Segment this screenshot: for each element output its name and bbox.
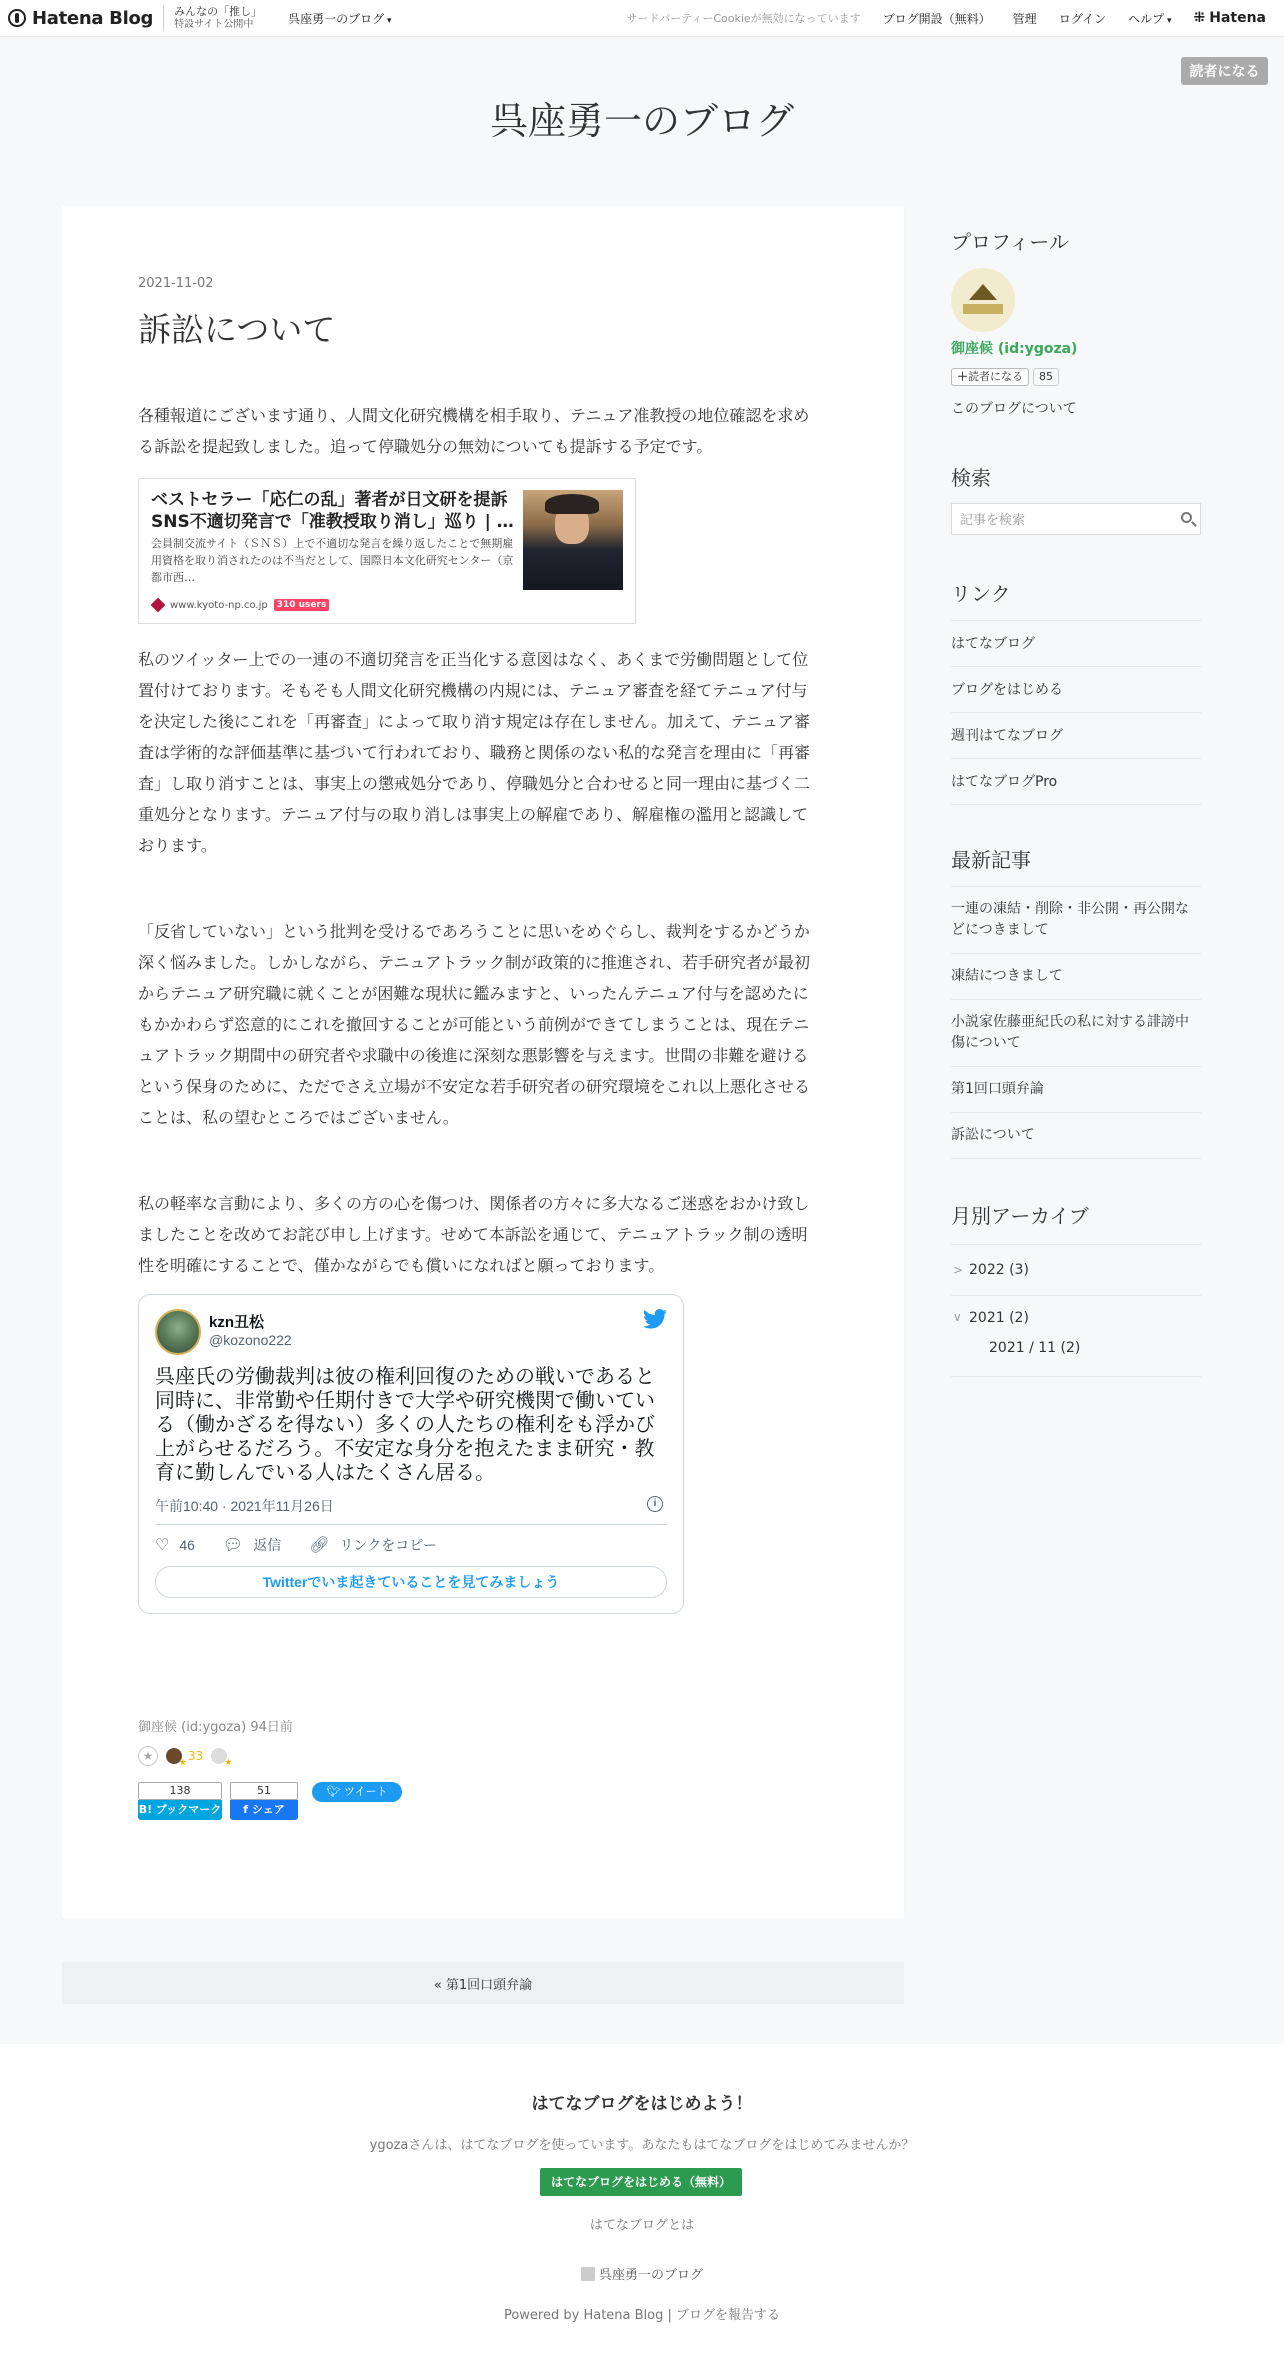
hatena-bookmark-count: 138 [138, 1782, 222, 1800]
link-item[interactable]: 週刊はてなブログ [951, 713, 1201, 759]
promo-line1: みんなの「推し」 [174, 5, 263, 18]
hatena-dots-icon: ⁜ [1193, 10, 1206, 26]
hatena-bookmark-button[interactable]: B! ブックマーク [138, 1800, 222, 1820]
card-title[interactable]: ベストセラー「応仁の乱」著者が日文研を提訴 SNS不適切発言で「准教授取り消し」巡り | … [151, 490, 514, 532]
like-action[interactable] [155, 1535, 195, 1555]
facebook-share-button[interactable]: f シェア [230, 1800, 298, 1820]
links-list [951, 620, 1201, 805]
recent-entry[interactable]: 一連の凍結・削除・非公開・再公開などにつきまして [951, 887, 1201, 954]
site-favicon-icon [151, 598, 166, 613]
promo-line2: 特設サイト公開中 [174, 19, 254, 30]
card-site-domain: www.kyoto-np.co.jp [170, 599, 268, 611]
cookie-notice[interactable]: サードパーティーCookieが無効になっています [626, 12, 861, 25]
about-hatena-blog-link[interactable]: はてなブログとは [589, 2218, 695, 2233]
links-heading: リンク [951, 582, 1011, 606]
about-blog-link[interactable]: このブログについて [951, 401, 1077, 417]
entry-title[interactable]: 訴訟について [138, 310, 336, 349]
promo-link[interactable] [163, 5, 262, 31]
hatena-logo-text: Hatena [1209, 10, 1266, 26]
search-field [951, 503, 1201, 535]
twitter-bird-small-icon: 🐦︎ [326, 1785, 344, 1798]
chevron-down-icon[interactable]: ∨ [953, 1310, 962, 1324]
link-item[interactable]: はてなブログPro [951, 759, 1201, 805]
article [62, 206, 904, 1918]
blog-favicon-icon [581, 2267, 595, 2281]
reply-label: 返信 [253, 1537, 282, 1553]
facebook-share[interactable] [230, 1782, 298, 1820]
tweet-author-handle[interactable]: @kozono222 [209, 1332, 292, 1348]
profile-avatar[interactable] [951, 268, 1015, 332]
global-header [0, 0, 1284, 37]
hatena-stars [138, 1746, 227, 1766]
tweet-text: 呉座氏の労働裁判は彼の権利回復のための戦いであると同時に、非常勤や任期付きで大学や研究機関で働いている（働かざるを得ない）多くの人たちの権利をも浮かび上がらせるだろう。不安定な身分を抱えたまま研究・教育に勤しんでいる人はたくさん居る。 [155, 1366, 655, 1484]
embedded-tweet[interactable] [138, 1294, 684, 1614]
tweet-share-label: ツイート [344, 1785, 388, 1798]
blog-menu-dropdown[interactable]: 呉座勇一のブログ ▾ [288, 10, 391, 27]
tweet-cta-button[interactable]: Twitterでいま起きていることを見てみましょう [155, 1566, 667, 1598]
like-count: 46 [179, 1537, 195, 1553]
add-star-icon[interactable]: ★ [138, 1746, 158, 1766]
facebook-share-count: 51 [230, 1782, 298, 1800]
info-icon[interactable]: i [647, 1496, 663, 1512]
paragraph-2: 私のツイッター上での一連の不適切発言を正当化する意図はなく、あくまで労働問題として位置付けております。そもそも人間文化研究機構の内規には、テニュア審査を経てテニュア付与を決定した後にこれを「再審査」によって取り消す規定は存在しません。加えて、テニュア審査は学術的な評価基準に基づいて行われており、職務と関係のない私的な発言を理由に「再審査」し取り消すことは、事実上の懲戒処分であり、停職処分と合わせると同一理由に基づく二重処分となります。テニュア付与の取り消しは事実上の解雇であり、解雇権の濫用と認識しております。 [138, 650, 811, 855]
share-buttons [138, 1782, 402, 1820]
profile-heading: プロフィール [951, 230, 1069, 254]
copy-link-action[interactable] [309, 1535, 436, 1555]
reply-action[interactable] [223, 1535, 281, 1555]
open-blog-link[interactable]: ブログ開設（無料） [882, 11, 991, 26]
archive-list [951, 1244, 1201, 1377]
star-count[interactable]: 33 [188, 1749, 204, 1763]
bookmark-users-badge[interactable]: 310 users [274, 599, 330, 611]
footer [0, 2044, 1284, 2366]
entry-date[interactable]: 2021-11-02 [138, 276, 214, 291]
logo-text: Hatena Blog [32, 7, 154, 29]
admin-link[interactable]: 管理 [1012, 11, 1037, 26]
hatena-blog-logo[interactable] [8, 8, 153, 29]
follow-button[interactable]: ＋ 読者になる [951, 368, 1029, 386]
tweet-actions [155, 1535, 465, 1555]
archive-year-2021[interactable] [951, 1296, 1201, 1377]
star-user-avatar[interactable] [211, 1748, 227, 1764]
entry-byline[interactable]: 御座候 (id:ygoza) 94日前 [138, 1720, 293, 1735]
tweet-divider [155, 1524, 667, 1525]
tweet-share-button[interactable] [312, 1782, 402, 1802]
embed-card[interactable] [138, 478, 636, 624]
archive-year-2022[interactable] [951, 1245, 1201, 1296]
reply-bubble-icon: 💬︎ [222, 1537, 244, 1554]
hatena-logo[interactable] [1194, 10, 1267, 26]
archive-month[interactable]: 2021 / 11 (2) [989, 1340, 1081, 1356]
prev-entry-link[interactable]: « 第1回口頭弁論 [62, 1962, 904, 2004]
help-dropdown[interactable]: ヘルプ ▾ [1128, 10, 1171, 27]
star-user-avatar[interactable] [166, 1748, 182, 1764]
twitter-bird-icon[interactable] [643, 1309, 667, 1329]
paragraph-3: 「反省していない」という批判を受けるであろうことに思いをめぐらし、裁判をするかどうか深く悩みました。しかしながら、テニュアトラック制が政策的に推進され、若手研究者が最初からテニュア研究職に就くことが困難な現状に鑑みますと、いったんテニュア付与を認めたにもかかわらず恣意的にこれを撤回することが可能という前例ができてしまうことは、現在テニュアトラック期間中の研究者や求職中の後進に深刻な悪影響を与えます。世間の非難を避けるという保身のために、ただでさえ立場が不安定な若手研究者の研究環境をこれ以上悪化させることは、私の望むところではございません。 [138, 922, 811, 1127]
link-item[interactable]: はてなブログ [951, 621, 1201, 667]
archive-heading: 月別アーカイブ [951, 1204, 1089, 1228]
footer-title: はてなブログをはじめよう！ [531, 2094, 753, 2114]
profile-name[interactable]: 御座候 (id:ygoza) [951, 341, 1078, 357]
footer-blog-name[interactable]: 呉座勇一のブログ [598, 2268, 703, 2283]
subscribe-button[interactable]: 読者になる [1181, 57, 1268, 85]
heart-icon: ♡ [155, 1537, 170, 1554]
card-description: 会員制交流サイト（ＳＮＳ）上で不適切な発言を繰り返したことで無期雇用資格を取り消されたのは不当だとして、国際日本文化研究センター（京都市西… [151, 537, 514, 584]
link-icon: 🔗︎ [309, 1537, 330, 1554]
archive-year-label[interactable]: 2021 (2) [969, 1310, 1029, 1326]
search-icon[interactable] [1181, 512, 1192, 523]
archive-year-label[interactable]: 2022 (3) [969, 1262, 1029, 1278]
recent-entry[interactable]: 小説家佐藤亜紀氏の私に対する誹謗中傷について [951, 1000, 1201, 1067]
recent-heading: 最新記事 [951, 848, 1031, 872]
recent-entry[interactable]: 訴訟について [951, 1113, 1201, 1159]
follow-widget [951, 368, 1059, 386]
search-heading: 検索 [951, 466, 991, 490]
link-item[interactable]: ブログをはじめる [951, 667, 1201, 713]
recent-list [951, 886, 1201, 1159]
hatena-bookmark-share[interactable] [138, 1782, 222, 1820]
tweet-timestamp[interactable]: 午前10:40 · 2021年11月26日 [155, 1498, 334, 1514]
tweet-author-name[interactable]: kzn丑松 [209, 1314, 265, 1331]
recent-entry[interactable]: 凍結につきまして [951, 954, 1201, 1000]
recent-entry[interactable]: 第1回口頭弁論 [951, 1067, 1201, 1113]
start-blog-button[interactable]: はてなブログをはじめる（無料） [540, 2168, 742, 2196]
card-thumbnail[interactable] [523, 490, 623, 590]
paragraph-4: 私の軽率な言動により、多くの方の心を傷つけ、関係者の方々に多大なるご迷惑をおかけ致しましたことを改めてお詫び申し上げます。せめて本訴訟を通じて、テニュアトラック制の透明性を明確にすることで、僅かながらでも償いになればと願っております。 [138, 1194, 810, 1275]
follow-count[interactable]: 85 [1033, 368, 1059, 386]
blog-title[interactable]: 呉座勇一のブログ [489, 99, 794, 143]
powered-by[interactable]: Powered by Hatena Blog | ブログを報告する [503, 2308, 781, 2323]
tweet-avatar[interactable] [155, 1309, 201, 1355]
footer-description: ygozaさんは、はてなブログを使っています。あなたもはてなブログをはじめてみませんか？ [369, 2138, 915, 2153]
chevron-right-icon[interactable]: > [953, 1263, 964, 1277]
footer-blog-link[interactable] [0, 2264, 1284, 2283]
copy-link-label: リンクをコピー [339, 1537, 437, 1553]
login-link[interactable]: ログイン [1058, 11, 1107, 26]
card-site [151, 598, 329, 612]
paragraph-1: 各種報道にございます通り、人間文化研究機構を相手取り、テニュア准教授の地位確認を求める訴訟を提起致しました。追って停職処分の無効についても提訴する予定です。 [138, 406, 810, 456]
hatena-blog-icon [8, 9, 26, 27]
search-input[interactable] [958, 509, 1172, 531]
